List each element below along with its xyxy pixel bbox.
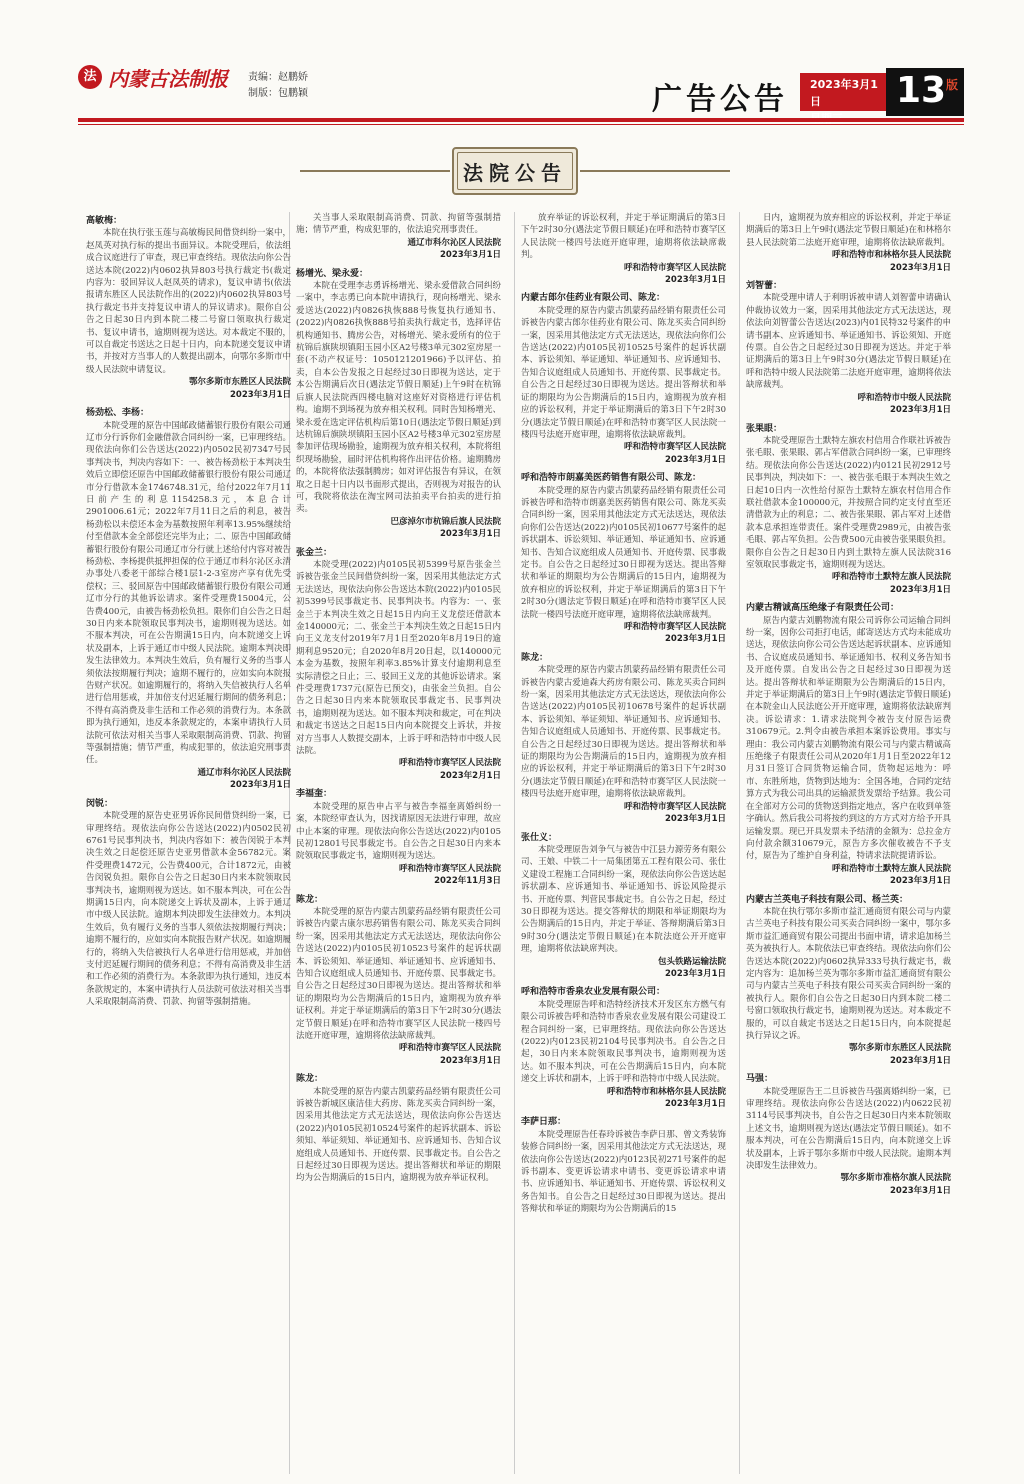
notice-court: 呼和浩特市中级人民法院 [857, 392, 951, 403]
issue-date-box [800, 73, 886, 111]
notice-date: 2023年3月1日 [890, 1185, 951, 1196]
header-rule-thin [78, 124, 964, 125]
notice-court: 鄂尔多斯市东胜区人民法院 [188, 377, 291, 388]
notice-body: 本院在执行张玉莲与高敏梅民间借贷纠纷一案中，赵凤英对执行标的提出书面异议。本院受理后，依法组成合议庭进行了审查，现已审查终结。现依法向你公告送达本院(2022)内0602执异803号执行裁定书(裁定内容为：驳回异议人赵凤英的请求)，复议申请书(依法报请东胜区人民法院作出的(2022)内0602执异803号执行裁定书并支持复议申请人的异议请求)。限你自公告之日起30日内到本院二楼二号窗口领取执行裁定书、复议申请书，逾期则视为送达。对本裁定不服的，可以自裁定书送达之日起十日内，向本院递交复议申请书，并按对方当事人的人数提出副本，向鄂尔多斯市中级人民法院申请复议。 [86, 228, 291, 375]
notice-addressee: 张仕义： [521, 832, 558, 843]
notice-date: 2023年3月1日 [665, 1099, 726, 1110]
notice-addressee: 张金兰： [296, 547, 333, 558]
banner-line-left [300, 170, 450, 172]
section-title: 广告公告 [652, 82, 788, 117]
notice-date: 2023年3月1日 [665, 634, 726, 645]
page-suffix: 版 [946, 78, 959, 92]
notice-addressee: 张果眼： [746, 423, 783, 434]
notice-addressee: 陈龙： [521, 652, 549, 663]
notice-addressee: 内蒙古兰英电子科技有限公司、杨兰英： [746, 894, 909, 905]
notice-date: 2023年3月1日 [890, 405, 951, 416]
column-4 [746, 212, 951, 1476]
notice-addressee: 刘智蕾： [746, 281, 783, 292]
notice-court: 呼和浩特市赛罕区人民法院 [623, 262, 726, 273]
notice-date: 2023年3月1日 [230, 780, 291, 791]
notice-date: 2023年3月1日 [440, 250, 501, 261]
notice-date: 2023年3月1日 [440, 529, 501, 540]
masthead [0, 0, 1024, 126]
notice-date: 2023年3月1日 [665, 814, 726, 825]
notice-court: 巴彦淖尔市杭锦后旗人民法院 [390, 516, 501, 527]
notice-court: 呼和浩特市和林格尔县人民法院 [606, 1086, 726, 1097]
notice-date: 2023年3月1日 [440, 1055, 501, 1066]
notice-addressee: 呼和浩特市香泉农业发展有限公司： [521, 987, 666, 998]
banner-title: 法院公告 [457, 152, 573, 190]
notice-body: 本院受理的原告内蒙古凯蒙药品经销有限责任公司诉被告内蒙古康尔思药销售有限公司、陈龙买卖合同纠纷一案，因采用其他法定方式无法送达，现依法向你公告送达(2022)内0105民初10523号案件的起诉状副本、诉讼须知、举证通知、举证通知书、应诉通知书、告知合议庭组成人员通知书、开庭传票、民事裁定书。自公告之日起经过30日即视为送达。提出答辩状和举证的期限均为公告期满后的15日内，逾期视为放弃举证权利。并定于举证期满后的第3日下午2时30分(遇法定节假日顺延)在呼和浩特市赛罕区人民法院一楼四号法庭开庭审理，逾期将依法缺席裁判。 [296, 906, 501, 1041]
notice-date: 2023年3月1日 [890, 584, 951, 595]
notice-court: 呼和浩特市土默特左旗人民法院 [831, 572, 951, 583]
notice-court: 包头铁路运输法院 [657, 956, 726, 967]
notice-body: 本院受理的原告中国邮政储蓄银行股份有限公司通辽市分行诉你们金融借款合同纠纷一案，已审理终结。现依法向你们公告送达(2022)内0502民初7347号民事判决书，判决内容如下：一、被告杨劲松于本判决生效后立即偿还原告中国邮政储蓄银行股份有限公司通辽市分行借款本金1746748.31元，给付2022年7月11日前产生的利息1154258.3元，本息合计2901006.61元；2022年7月11日之后的利息，被告杨劲松以未偿还本金为基数按照年利率13.95%继续给付至借款本金全部偿还完毕为止；二、原告中国邮政储蓄银行股份有限公司通辽市分行就上述给付内容对被告杨劲松、李杨提供抵押担保的位于通辽市科尔沁区永清办事处八委老干部综合楼1层1-2-3室房产享有优先受偿权；三、驳回原告中国邮政储蓄银行股份有限公司通辽市分行的其他诉讼请求。案件受理费15004元，公告费400元，由被告杨劲松负担。限你们自公告之日起30日内来本院领取民事判决书，逾期则视为送达。如不服本判决，可在公告期满15日内，向本院递交上诉状及副本，上诉于通辽市中级人民法院。逾期本判决即发生法律效力。本判决生效后，负有履行义务的当事人须依法按期履行判决；逾期不履行的，应如实向本院报告财产状况。如逾期履行的，将纳入失信被执行人名单进行信用惩戒，并加倍支付迟延履行期间的债务利息；不得有高消费及非生活和工作必须的消费行为。本条款即为执行通知，违反本条款规定的，本案申请执行人员法院可依法对相关当事人采取限制高消费、罚款、拘留等强制措施；情节严重，构成犯罪的，依法追究刑事责任。 [86, 420, 291, 766]
logo-text: 内蒙古法制报 [108, 66, 228, 91]
notice-addressee: 马强： [746, 1074, 774, 1085]
notice-court: 鄂尔多斯市准格尔旗人民法院 [840, 1173, 951, 1184]
editor-credits [248, 70, 308, 102]
notice-body: 本院受理的原告申占平与被告李福奎离婚纠纷一案，本院经审查认为，因找请原因无法进行审理，故应中止本案的审理。现依法向你公告送达(2022)内0105民初12801号民事裁定书。自公告之日起30日内来本院领取民事裁定书，逾期则视为送达。 [296, 801, 501, 862]
notice-body: 日内，逾期视为放弃相应的诉讼权利，并定于举证期满后的第3日上午9时(遇法定节假日顺延)在和林格尔县人民法院第二法庭开庭审理，逾期将依法缺席裁判。 [746, 213, 951, 248]
notice-body: 本院受理原告呼和浩特经济技术开发区东方燃气有限公司诉被告呼和浩特市香泉农业发展有限公司建设工程合同纠纷一案，已审理终结。现依法向你公告送达(2022)内0123民初2104号民事判决书。自公告之日起，30日内来本院领取民事判决书，逾期则视为送达。如不服本判决，可在公告期满后15日内，向本院递交上诉状和副本，上诉于呼和浩特市中级人民法院。 [521, 999, 726, 1085]
page-number: 13 [896, 70, 947, 111]
page-number-box [886, 68, 964, 116]
notice-addressee: 陈龙： [296, 894, 324, 905]
notice-court: 呼和浩特市赛罕区人民法院 [623, 442, 726, 453]
notice-addressee: 高敏梅： [86, 216, 123, 226]
court-notice-banner [452, 147, 578, 195]
notice-court: 呼和浩特市赛罕区人民法院 [623, 622, 726, 632]
notice-date: 2023年3月1日 [890, 1055, 951, 1066]
banner-line-right [580, 170, 730, 172]
notice-court: 鄂尔多斯市东胜区人民法院 [848, 1043, 951, 1054]
notice-court: 呼和浩特市赛罕区人民法院 [623, 801, 726, 812]
notice-court: 通辽市科尔沁区人民法院 [197, 767, 291, 778]
notice-addressee: 闵锐： [86, 798, 114, 809]
notice-body: 本院受理原告土默特左旗农村信用合作联社诉被告张毛眼、张果眼、郭占军借款合同纠纷一案，已审理终结。现依法向你公告送达(2022)内0121民初2912号民事判决，判决如下：一、被告张毛眼于本判决生效之日起10日内一次性给付原告土默特左旗农村信用合作联社借款本金100000元，并按照合同约定支付直至还清借款为止的利息；二、被告张果眼、郭占军对上述借款本息承担连带责任。案件受理费2989元，由被告张毛眼、郭占军负担。公告费500元由被告张果眼负担。限你自公告之日起30日内到土默特左旗人民法院316室领取民事裁定书，逾期则视为送达。 [746, 435, 951, 570]
notice-body: 关当事人采取限制高消费、罚款、拘留等强制措施；情节严重，构成犯罪的，依法追究刑事责任。 [296, 213, 501, 236]
notice-addressee: 杨劲松、李杨： [86, 408, 150, 419]
notice-addressee: 陈龙： [296, 1074, 324, 1085]
notice-body: 本院受理原告刘争气与被告中江县力源劳务有限公司、王娘、中铁二十一局集团第五工程有限公司、张仕义建设工程施工合同纠纷一案，现依法向你公告送达起诉状副本、应诉通知书、举证通知书、诉讼风险提示书、开庭传票、判营民事裁定书。自公告之日起，经过30日即视为送达。提交答辩状的期限和举证期限均为公告期满后的15日内，并定于举证、答辩期满后第3日9时30分(遇法定节假日顺延)在本院法庭公开开庭审理，逾期将依法缺席判决。 [521, 844, 726, 955]
newspaper-logo[interactable] [78, 62, 228, 92]
notice-addressee: 李萨日那： [521, 1117, 567, 1128]
column-1 [86, 212, 291, 1476]
notice-court: 呼和浩特市土默特左旗人民法院 [831, 863, 951, 874]
notice-addressee: 呼和浩特市朗嘉美医药销售有限公司、陈龙： [521, 473, 702, 484]
notice-body: 本院受理的原告内蒙古凯蒙药品经销有限责任公司诉被告新城区康洁佳大药房、陈龙买卖合同纠纷一案，因采用其他法定方式无法送达，现依法向你公告送达(2022)内0105民初10524号案件的起诉状副本、诉讼须知、举证须知、举证通知书、应诉通知书、告知合议庭组成人员通知书、开庭传票、民事裁定书。自公告之日起经过30日即视为送达。提出答辩状和举证的期限均为公告期满后的15日内，逾期视为放弃举证权利。 [296, 1086, 501, 1184]
notice-court: 通辽市科尔沁区人民法院 [407, 237, 501, 248]
notice-date: 2023年3月1日 [230, 389, 291, 400]
notice-columns [78, 212, 964, 1476]
notice-date: 2023年3月1日 [665, 968, 726, 979]
issue-date: 2023年3月1日 [810, 78, 878, 108]
notice-body: 本院受理的原告史亚男诉你民间借贷纠纷一案，已审理终结。现依法向你公告送达(2022)内0502民初6761号民事判决书，判决内容如下：被告闵锐于本判决生效之日起偿还原告史亚男借款本金56782元。案件受理费1472元，公告费400元，合计1872元，由被告闵锐负担。限你自公告之日起30日内来本院领取民事判决书，逾期则视为送达。如不服本判决，可在公告期满15日内，向本院递交上诉状及副本，上诉于通辽市中级人民法院。逾期本判决即发生法律效力。本判决生效后，负有履行义务的当事人须依法按期履行判决；逾期不履行的，应如实向本院报告财产状况。如逾期履行的，将纳入失信被执行人名单进行信用惩戒，并加倍支付迟延履行期间的债务利息；不得有高消费及非生活和工作必须的消费行为。本条款即为执行通知，违反本条款规定的，本案申请执行人员法院可依法对相关当事人采取限制高消费、罚款、拘留等强制措施。 [86, 811, 291, 1008]
notice-date: 2023年3月1日 [665, 454, 726, 465]
notice-addressee: 杨增光、梁永爱： [296, 268, 369, 279]
notice-body: 放弃举证的诉讼权利，并定于举证期满后的第3日下午2时30分(遇法定节假日顺延)在呼和浩特市赛罕区人民法院一楼四号法庭开庭审理，逾期将依法缺席裁判。 [521, 213, 726, 261]
notice-court: 呼和浩特市赛罕区人民法院 [398, 1043, 501, 1054]
notice-date: 2023年3月1日 [890, 262, 951, 273]
notice-body: 本院受理的原告内蒙古凯蒙药品经销有限责任公司诉被告内蒙古郎尔佳药业有限公司、陈龙买卖合同纠纷一案，因采用其他法定方式无法送达，现依法向你们公告送达(2022)内0105民初10525号案件的起诉状副本、诉讼须知、举证通知、举证通知书、应诉通知书、告知合议庭组成人员通知书、开庭传票、民事裁定书。自公告之日起经过30日即视为送达。提出答辩状和举证的期限均为公告期满后的15日内，逾期视为放弃相应的诉讼权利，并定于举证期满后的第3日下午2时30分(遇法定节假日顺延)在呼和浩特市赛罕区人民法院一楼四号法庭开庭审理，逾期将依法缺席裁判。 [521, 305, 726, 440]
column-2 [296, 212, 501, 1476]
producer: 制版：包鹏颖 [248, 88, 308, 99]
notice-body: 本院在执行鄂尔多斯市益汇通商贸有限公司与内蒙古兰英电子科技有限公司买卖合同纠纷一案中，鄂尔多斯市益汇通商贸有限公司提出书面申请，请求追加杨兰英为被执行人。本院依法已审查终结。现依法向你们公告送达本院(2022)内0602执异333号执行裁定书，裁定内容为：追加杨兰英为鄂尔多斯市益汇通商贸有限公司与内蒙古兰英电子科技有限公司买卖合同纠纷一案的被执行人。限你们自公告之日起30日内到本院二楼二号窗口领取执行裁定书，逾期则视为送达。对本裁定不服的，可以自裁定书送达之日起15日内，向本院提起执行异议之诉。 [746, 906, 951, 1041]
notice-date: 2022年11月3日 [434, 876, 501, 887]
notice-body: 本院受理的原告内蒙古凯蒙药品经销有限责任公司诉被告呼和浩特市朗嘉美医药销售有限公司、陈龙买卖合同纠纷一案，因采用其他法定方式无法送达，现依法向你们公告送达(2022)内0105民初10677号案件的起诉状副本、诉讼须知、举证通知、举证通知书、应诉通知书、告知合议庭组成人员通知书、开庭传票、民事裁定书。自公告之日起经过30日即视为送达。提出答辩状和举证的期限均为公告期满后的15日内，逾期视为放弃相应的诉讼权利，并定于举证期满后的第3日下午2时30分(遇法定节假日顺延)在呼和浩特市赛罕区人民法院一楼四号法庭开庭审理，逾期将依法缺席裁判。 [521, 485, 726, 620]
notice-addressee: 内蒙古郎尔佳药业有限公司、陈龙： [521, 293, 666, 304]
notice-date: 2023年3月1日 [665, 275, 726, 286]
notice-body: 本院受理申请人于利明诉被申请人刘智蕾申请确认仲裁协议效力一案，因采用其他法定方式无法送达，现依法向刘智蕾公告送达(2023)内01民特32号案件的申请书副本、应诉通知书、举证通知书、诉讼须知、开庭传票。自公告之日起经过30日即视为送达。并定于举证期满后的第3日上午9时30分(遇法定节假日顺延)在呼和浩特中级人民法院第二法庭开庭审理，逾期将依法缺席裁判。 [746, 293, 951, 391]
notice-court: 呼和浩特市和林格尔县人民法院 [831, 250, 951, 261]
notice-date: 2023年2月1日 [440, 770, 501, 781]
notice-body: 本院受理(2022)内0105民初5399号原告张金兰诉被告张金兰民间借贷纠纷一案，因采用其他法定方式无法送达，现依法向你公告送达本院(2022)内0105民初5399号民事裁定书、民事判决书。内容为：一、张金兰于本判决生效之日起15日内向王义龙偿还借款本金140000元；二、张金兰于本判决生效之日起15日内向王义龙支付2019年7月1日至2020年8月19日的逾期利息9520元；自2020年8月20日起，以140000元本金为基数，按照年利率3.85%计算支付逾期利息至实际清偿之日止；三、驳回王义龙的其他诉讼请求。案件受理费1737元(原告已预交)，由张金兰负担。自公告之日起30日内来本院领取民事裁定书、民事判决书，逾期则视为送达。如不服本判决和裁定，可在判决和裁定书送达之日起15日内向本院提交上诉状，并按对方当事人人数提交副本，上诉于呼和浩特市中级人民法院。 [296, 559, 501, 757]
notice-body: 本院受理原告任春玲诉被告李萨日那、曾文秀装饰装修合同纠纷一案，因采用其他法定方式无法送达，现依法向你公告送达(2022)内0123民初271号案件的起诉书副本、变更诉讼请求申请书、变更诉讼请求申请书、应诉通知书、举证通知书、开庭传票、诉讼权利义务告知书。自公告之日起经过30日即视为送达。提出答辩状和举证的期限均为公告期满后的15 [521, 1129, 726, 1215]
notice-body: 本院受理的原告内蒙古凯蒙药品经销有限责任公司诉被告内蒙古爱迪森大药房有限公司、陈龙买卖合同纠纷一案，因采用其他法定方式无法送达，现依法向你公告送达(2022)内0105民初10678号案件的起诉状副本、诉讼须知、举证须知、举证通知书、应诉通知书、告知合议庭组成人员通知书、开庭传票、民事裁定书。自公告之日起经过30日即视为送达。提出答辩状和举证的期限均为公告期满后的15日内，逾期视为放弃相应的诉讼权利，并定于举证期满后的第3日下午2时30分(遇法定节假日顺延)在呼和浩特市赛罕区人民法院一楼四号法庭开庭审理，逾期将依法缺席裁判。 [521, 665, 726, 800]
notice-body: 原告内蒙古刘鹏物流有限公司诉你公司运输合同纠纷一案，因你公司拒打电话，邮寄送达方式均未能成功送达，现依法向你公司公告送达起诉状副本、应诉通知书、合议庭成员通知书、举证通知书、权利义务告知书及开庭传票。自发出公告之日起经过30日即视为送达。提出答辩状和举证期限为公告期满后的15日内，并定于举证期满后的第3日上午9时(遇法定节假日顺延)在本院金山人民法庭公开开庭审理，逾期将依法缺席判决。诉讼请求：1.请求法院判令被告支付原告运费310679元。2.判令由被告承担本案诉讼费用。事实与理由：我公司内蒙古刘鹏物流有限公司与内蒙古精诚高压绝缘子有限责任公司从2020年1月1日至2022年12月31日签订合同货物运输合同，货物起运地为：呼市、东胜所地，货物到达地为：全国各地，合同约定结算方式为我公司出具的运输派货发票给予结算。我公司在全部对方公司的货物送到指定地点，客户在收到单签字确认。然后我公司将按约到这的方方式对方给予开具运输发票。现已开具发票未予结清的金额为：总拉金方向付款余额310679元，原告方多次催收被告不予支付，原告为了维护自身利益，特请求法院提请诉讼。 [746, 615, 951, 862]
column-3 [521, 212, 726, 1476]
notice-court: 呼和浩特市赛罕区人民法院 [398, 758, 501, 769]
notice-body: 本院在受理李志勇诉杨增光、梁永爱借款合同纠纷一案中，李志勇已向本院申请执行，现向杨增光、梁永爱送达(2022)内0826执恢888号恢复执行通知书、(2022)内0826执恢888号拍卖执行裁定书，选择评估机构通知书、腾房公告，对杨增光、梁永爱所有的位于杭锦后旗陕坝镇阳玉园小区A2号楼3单元302室房屋一套(不动产权证号：1050121201966)予以评估、拍卖，自本公告发报之日起经过30日即视为送达，定于本公告期满后次日(遇法定节假日顺延)上午9时在杭锦后旗人民法院西四楼电脑对这座好对资格进行评估机构。逾期不到场视为放弃相关权利。同时告知杨增光、梁永爱在选定评估机构后第10日(遇法定节假日顺延)到达杭锦后旗陕坝镇阳玉园小区A2号楼3单元302室房屋参加评估现场勘验，逾期视为放弃相关权利，本院将组织现场勘验，届时评估机构将作出评估价格。逾期腾房的，本院将依法强制腾房；如对评估报告有异议，在领取之日起十日内以书面形式提出，否则视为对报告的认可，我院将依法在淘宝网司法拍卖平台拍卖的进行拍卖。 [296, 281, 501, 515]
header-rule [78, 118, 964, 122]
emblem-icon: 法 [78, 65, 102, 89]
notice-court: 呼和浩特市赛罕区人民法院 [398, 863, 501, 874]
notice-body: 本院受理原告王二旦诉被告马强离婚纠纷一案，已审理终结。现依法向你公告送达(2022)内0622民初3114号民事判决书，自公告之日起30日内来本院领取上述文书，逾期则视为送达(遇法定节假日顺延)。如不服本判决，可在公告期满后15日内，向本院递交上诉状及副本，上诉于鄂尔多斯市中级人民法院。逾期本判决即发生法律效力。 [746, 1086, 951, 1172]
notice-addressee: 内蒙古精诚高压绝缘子有限责任公司： [746, 603, 900, 614]
editor: 责编：赵鹏娇 [248, 72, 308, 83]
notice-addressee: 李福奎： [296, 789, 333, 800]
notice-date: 2023年3月1日 [890, 876, 951, 887]
